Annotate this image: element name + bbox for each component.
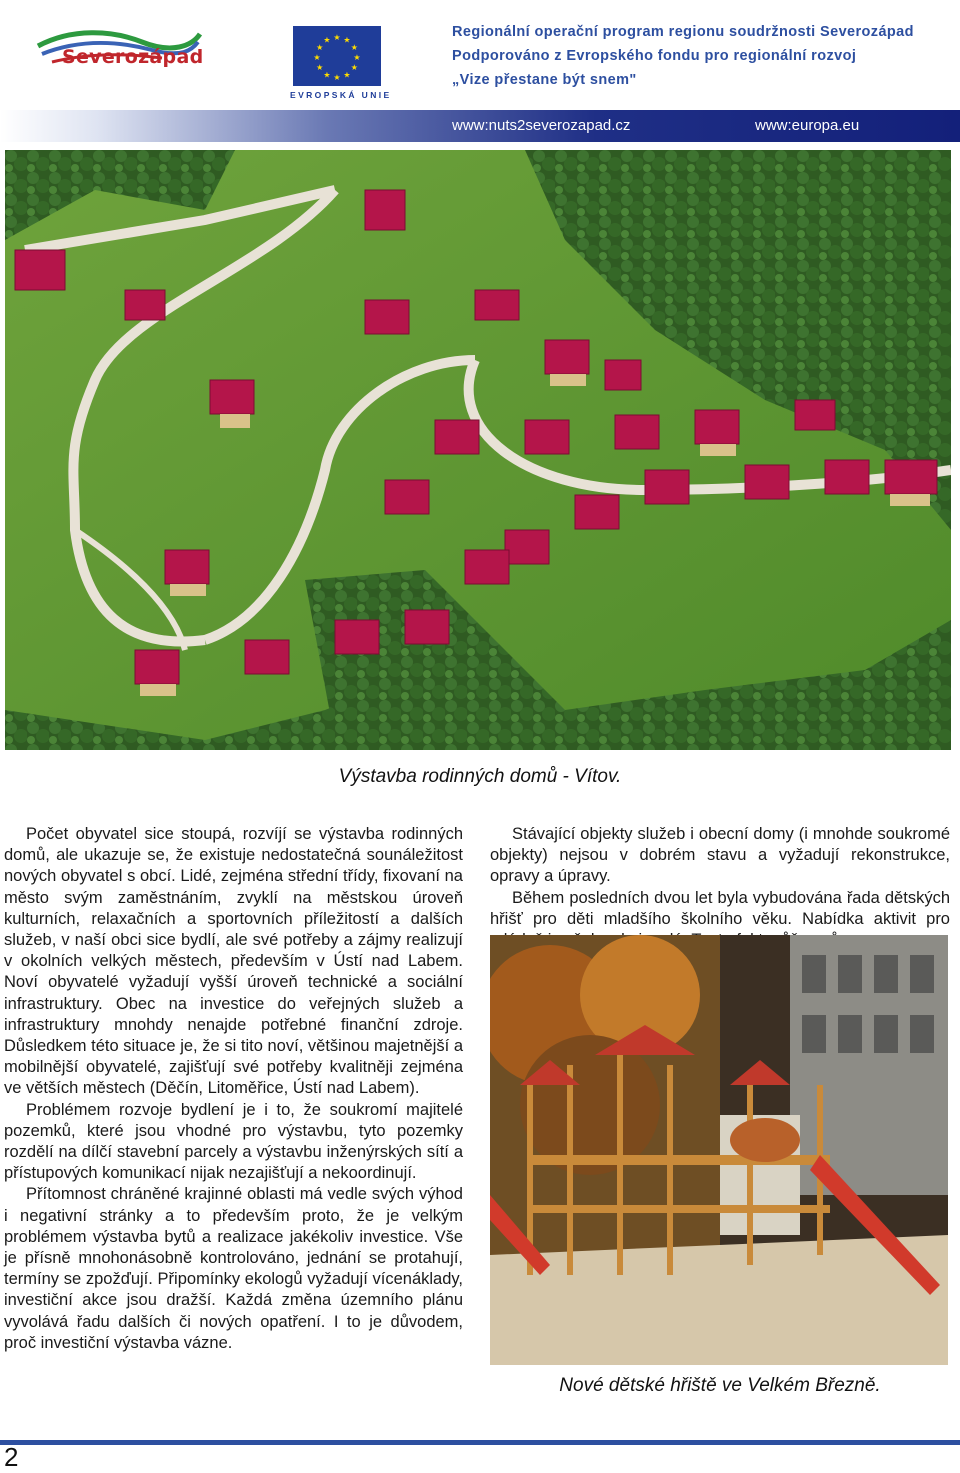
footer-divider — [0, 1440, 960, 1445]
nuts2-link[interactable]: www:nuts2severozapad.cz — [452, 117, 631, 134]
svg-text:★: ★ — [353, 53, 361, 62]
europa-link[interactable]: www:europa.eu — [755, 117, 860, 134]
paragraph: Stávající objekty služeb i obecní domy (i mnohde soukromé objekty) nejsou v dobrém stavu a vyžadují rekonstrukce, opravy a úpravy. — [490, 825, 950, 886]
right-column — [490, 824, 950, 951]
svg-text:★: ★ — [313, 53, 321, 62]
svg-text:★: ★ — [333, 73, 341, 82]
eu-flag-icon — [293, 26, 381, 86]
playground-photo — [490, 935, 948, 1365]
paragraph: Problémem rozvoje bydlení je i to, že soukromí majitelé pozemků, které jsou vhodné pro výstavbu, tyto pozemky rozdělí na dílčí stavební parcely a výstavbu inženýrských sítí a přístupových komunikací nijak nezajišťují a nekoordinují. — [4, 1100, 463, 1183]
svg-text:★: ★ — [343, 70, 351, 80]
page-header — [0, 0, 960, 150]
program-title: Regionální operační program regionu soudržnosti Severozápad — [452, 24, 914, 40]
aerial-photo-caption: Výstavba rodinných domů - Vítov. — [338, 766, 622, 787]
svg-text:★: ★ — [333, 33, 341, 42]
svg-text:★: ★ — [316, 63, 324, 72]
left-column — [4, 824, 463, 1354]
page-number: 2 — [4, 1442, 19, 1472]
aerial-photo — [5, 150, 951, 750]
svg-text:★: ★ — [316, 43, 324, 52]
svg-text:★: ★ — [343, 35, 351, 45]
eu-caption: EVROPSKÁ UNIE — [290, 90, 392, 100]
logo-text: Severozápad — [62, 46, 204, 68]
slogan: „Vize přestane být snem" — [452, 72, 637, 88]
playground-photo-caption: Nové dětské hřiště ve Velkém Březně. — [559, 1375, 881, 1396]
svg-text:★: ★ — [323, 35, 331, 45]
fund-subtitle: Podporováno z Evropského fondu pro regionální rozvoj — [452, 48, 857, 64]
url-bar — [0, 110, 960, 142]
svg-text:★: ★ — [323, 70, 331, 80]
paragraph: Během posledních dvou let byla vybudována řada dětských hřišť pro děti mladšího školního věku. Nabídka aktivit pro — [490, 888, 950, 928]
svg-text:★: ★ — [350, 43, 358, 52]
paragraph: Počet obyvatel sice stoupá, rozvíjí se výstavba rodinných domů, ale ukazuje se, že existuje nedostatečná sounáležitost nových obyvatel s obcí. Lidé, zejména střední třídy, fixovaní na město svým zaměstnáním, zvyklí na městskou úroveň kulturních, relaxačních a sportovních příležitostí a dalších služeb, v naší obci sice bydlí, ale své potřeby a zájmy realizují v okolních velkých městech, především v Ústí nad Labem. Noví obyvatelé vyžadují vyšší úroveň technické a sociální infrastruktury. Obec na investice do veřejných služeb a infrastruktury mnohdy nenajde potřebné finanční zdroje. Důsledkem této situace je, že si tito noví, většinou majetnější a mobilnější obyvatelé, zajišťují své potřeby kvalitněji zejména ve větších městech (Děčín, Litoměřice, Ústí nad Labem). — [4, 825, 463, 1098]
svg-text:★: ★ — [350, 63, 358, 72]
paragraph: Přítomnost chráněné krajinné oblasti má vedle svých výhod i negativní stránky a to především proto, že je velkým problémem výstavba bytů a realizace jakékoliv investice. Vše je přísně mnohonásobně kontrolováno, jednání se protahují, termíny se zpožďují. Připomínky ekologů vyžadují vícenáklady, investiční akce jsou dražší. Každá změna územního plánu vyvolává řadu dalších či nových opatření. I to je důvodem, proč investiční výstavba vázne. — [4, 1185, 463, 1352]
